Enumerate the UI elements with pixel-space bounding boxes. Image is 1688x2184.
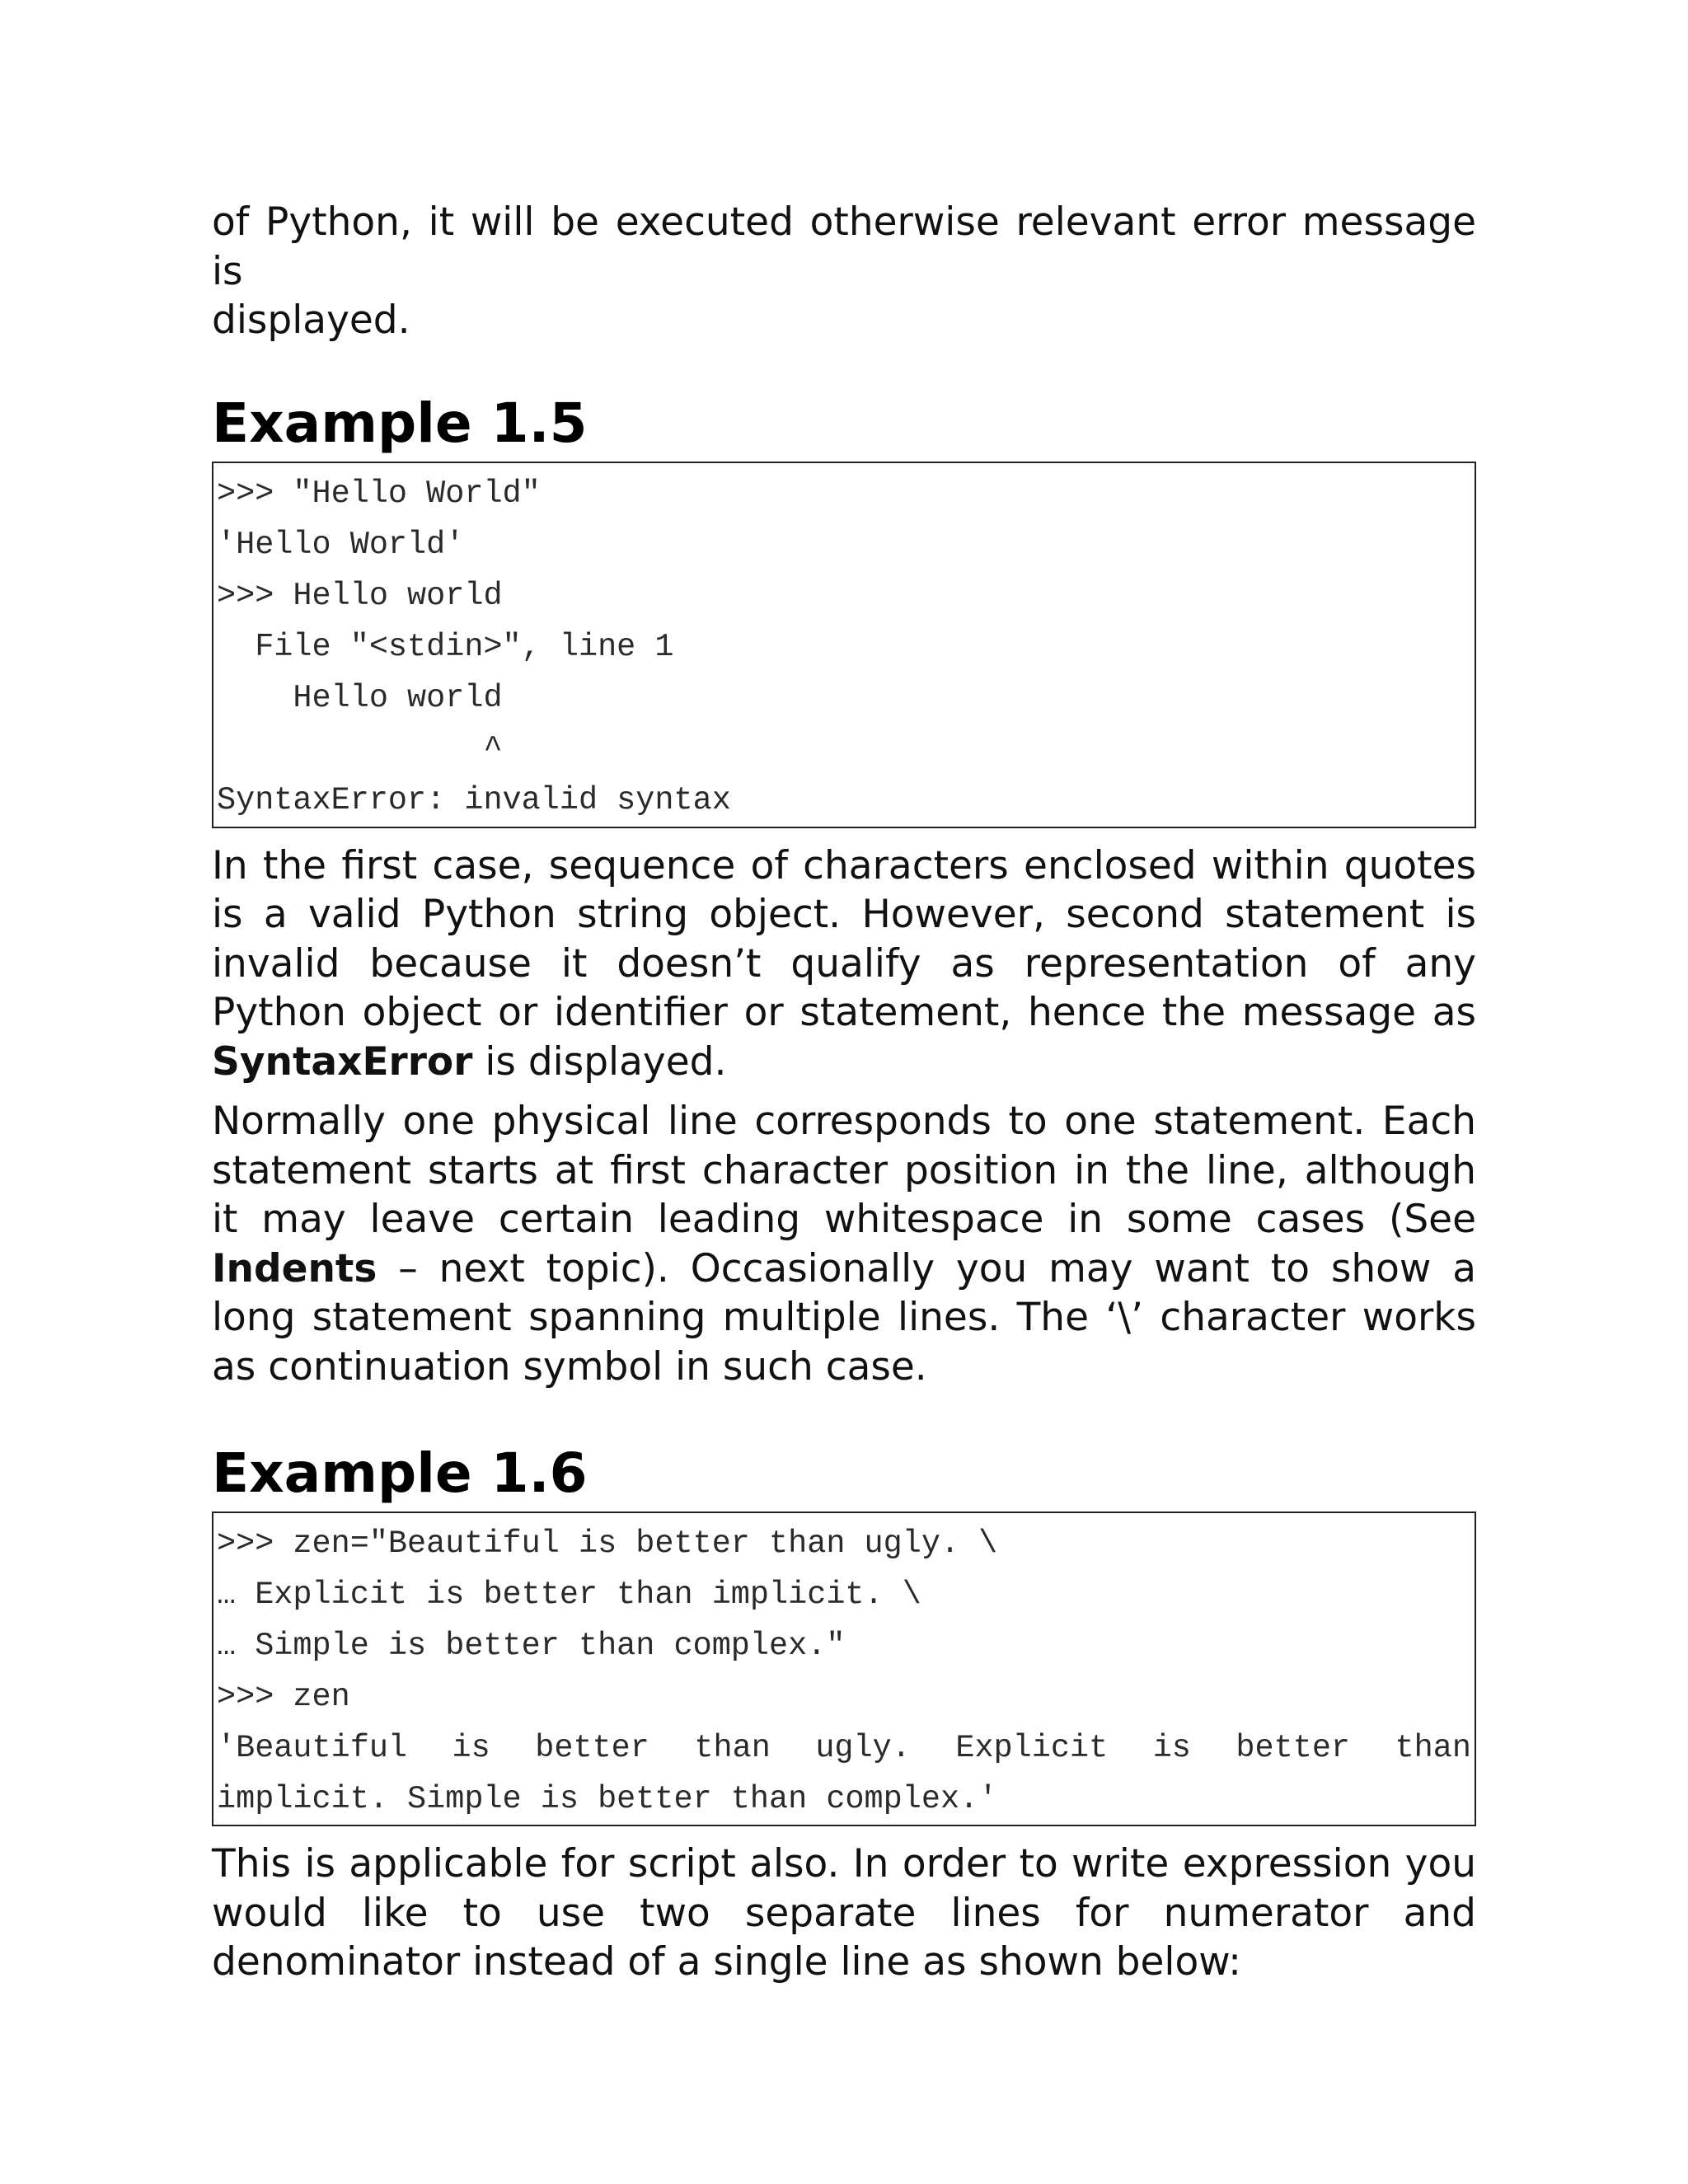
code-line: >>> zen="Beautiful is better than ugly. \ [217, 1526, 998, 1562]
code-output-line-2: implicit. Simple is better than complex.' [217, 1781, 998, 1817]
code-line: … Explicit is better than implicit. \ [217, 1577, 921, 1613]
intro-line-1: of Python, it will be executed otherwise relevant error message is [212, 199, 1476, 294]
code-word: 'Beautiful [217, 1730, 408, 1766]
intro-line-2: displayed. [212, 298, 410, 343]
code-line: SyntaxError: invalid syntax [217, 781, 731, 818]
code-word: is [452, 1730, 490, 1766]
code-word: is [1152, 1730, 1191, 1766]
code-line: >>> "Hello World" [217, 475, 541, 512]
code-word: than [1395, 1730, 1471, 1766]
code-line: ^ [217, 730, 503, 767]
explanation-paragraph-1 [212, 841, 1476, 1087]
para1-text-before: In the first case, sequence of characters enclosed within quotes is a valid Python string object. However, second statement is invalid because it doesn’t qualify as representation of any Python object or identifier or statement, hence the message as [212, 842, 1476, 1035]
code-line: >>> Hello world [217, 577, 503, 614]
code-line: 'Hello World' [217, 526, 465, 563]
code-word: better [535, 1730, 649, 1766]
para2-text-after: – next topic). Occasionally you may want to show a long statement spanning multiple lines. The ‘\’ character works as continuation symbol in such case. [212, 1245, 1476, 1390]
example-1-5-heading: Example 1.5 [212, 391, 588, 455]
example-1-6-code-box [212, 1511, 1476, 1826]
code-line: … Simple is better than complex." [217, 1628, 846, 1664]
para1-text-after: is displayed. [472, 1038, 727, 1085]
code-word: Explicit [955, 1730, 1109, 1766]
example-1-6-heading: Example 1.6 [212, 1441, 588, 1505]
syntax-error-term: SyntaxError [212, 1038, 473, 1085]
indents-term: Indents [212, 1245, 377, 1291]
para2-text-before: Normally one physical line corresponds to one statement. Each statement starts at first character position in the line, although it may leave certain leading whitespace in some cases (See [212, 1099, 1476, 1242]
intro-paragraph [212, 198, 1476, 345]
code-line: >>> zen [217, 1679, 350, 1715]
code-output-line-1 [217, 1722, 1475, 1774]
document-page [212, 198, 1476, 1987]
code-word: than [694, 1730, 771, 1766]
explanation-paragraph-3: This is applicable for script also. In order to write expression you would like to use two separate lines for numerator and denominator instead of a single line as shown below: [212, 1841, 1476, 1985]
code-word: ugly. [815, 1730, 911, 1766]
code-word: better [1236, 1730, 1351, 1766]
code-line: Hello world [217, 679, 503, 716]
explanation-paragraph-2 [212, 1097, 1476, 1391]
example-1-5-code-box [212, 462, 1476, 828]
code-line: File "<stdin>", line 1 [217, 628, 674, 665]
